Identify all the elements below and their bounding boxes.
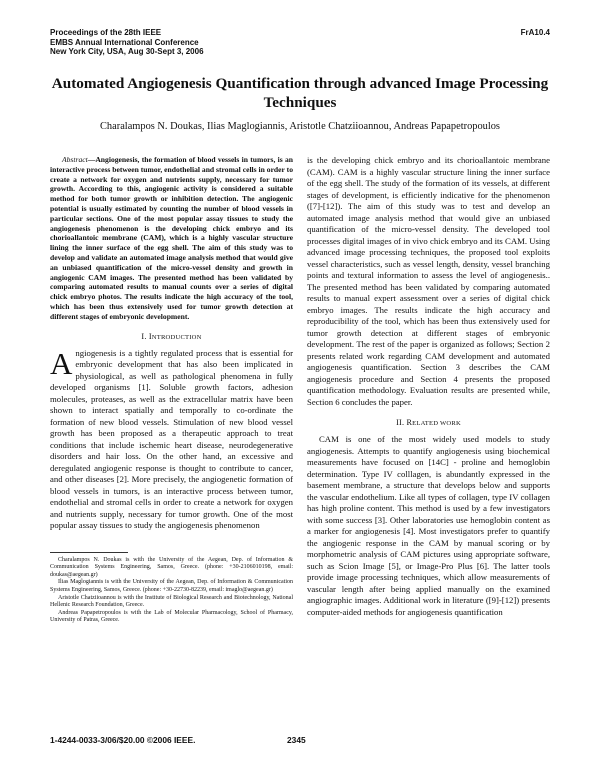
introduction-paragraph bbox=[50, 345, 293, 532]
left-column bbox=[50, 155, 293, 625]
copyright-isbn: 1-4244-0033-3/06/$20.00 ©2006 IEEE. bbox=[50, 735, 196, 745]
proceedings-line-3: New York City, USA, Aug 30-Sept 3, 2006 bbox=[50, 47, 204, 57]
section-heading-related-work: II. RELATED WORK bbox=[396, 418, 461, 427]
right-column bbox=[307, 155, 550, 618]
footnote-author-2: Ilias Maglogiannis is with the University of the Aegean, Dep. of Information & Communication Systems Engineering, Samos, Greece. (phone: +30-22730-82239, email: imaglo@aegean.gr) bbox=[50, 579, 293, 593]
page-number: 2345 bbox=[287, 735, 306, 745]
footnote-author-3: Aristotle Chatziioannou is with the Institute of Biological Research and Biotechnology, National Hellenic Research Foundation, Greece. bbox=[50, 594, 293, 609]
footnote-author-1: Charalampos N. Doukas is with the University of the Aegean, Dep. of Information & Communication Systems Engineering, Samos, Greece. (phone: +30-2106010198, email: doukas@aegean.gr) bbox=[50, 556, 293, 578]
proceedings-line-1: Proceedings of the 28th IEEE bbox=[50, 28, 162, 37]
abstract-text: —Angiogenesis, the formation of blood vessels in tumors, is an interactive process between tumor, endothelial and stromal cells in order to create a network for oxygen and nutrients supply, necessary for tumor growth. According to this, angiogenic activity is considered a suitable method for both tumor growth or inhibition detection. The angiogenic potential is usually estimated by counting the number of blood vessels in particular sections. One of the most popular assay tissues to study the angiogenesis phenomenon is the developing chick embryo and its chorioallantoic membrane (CAM), which is a highly vascular structure lining the inner surface of the egg shell. The aim of this study was to develop and validate an automated image analysis method that would give an unbiased quantification of the micro-vessel density and growth in angiogenic CAM images. The presented method has been validated by comparing automated results to manual counts over a series of digital chick embryo photos. The results indicate the high accuracy of the tool, which has been thus extensively used for tumor growth detection at different stages of embryonic development. bbox=[50, 155, 293, 321]
abstract bbox=[50, 155, 293, 322]
proceedings-header bbox=[50, 28, 204, 57]
section-heading-introduction: I. INTRODUCTION bbox=[141, 331, 202, 341]
abstract-label: Abstract bbox=[62, 155, 88, 164]
session-code: FrA10.4 bbox=[520, 28, 550, 37]
author-list: Charalampos N. Doukas, Ilias Maglogiannis, Aristotle Chatziioannou, Andreas Papapetropoulos bbox=[100, 121, 500, 132]
proceedings-line-2: EMBS Annual International Conference bbox=[50, 37, 199, 47]
related-work-paragraph: CAM is one of the most widely used models to study angiogenesis. Attempts to quantify angiogenesis using biochemical measurements have focused on [14C] - proline and hemoglobin determination. Type IV colllagen, is abundantly expressed in the basement membrane, a structure that develops below and supports the vascular endothelium. Like all types of collagen, type IV collagen has high proline content. This method is used by a few investigators with some success [3]. Other laboratories use hemoglobin content as a marker for angiogenesis [4]. Most investigators prefer to quantify the angiogenic response in the CAM by manual scoring or by morphometric analysis of CAM pictures using appropriate software, such as Scion Image [5], or Image-Pro Plus [6]. The latter tools provide image processing techniques, which allow measurements of vascular length after being applied manually on the examined angiographic images. Additional work in literature ([9]-[12]) presents computer-aided methods for angiogenesis quantification bbox=[307, 434, 550, 617]
paper-title: Automated Angiogenesis Quantification through advanced Image Processing Techniques bbox=[51, 75, 549, 111]
drop-cap: A bbox=[50, 345, 73, 381]
footnote-divider bbox=[50, 552, 128, 553]
introduction-text: ngiogenesis is a tightly regulated process that is essential for embryonic development that has also been implicated in physiological, as well as pathological phenomena in fully developed organisms [1]. Soluble growth factors, adhesion molecules, proteases, as well as the extracellular matrix have been shown to interact spatially and temporally to co-ordinate the formation of new blood vessels. Stimulation of new blood vessel growth has been proposed as a therapeutic approach to treat conditions that include ischemic heart disease, neurodegenerative disorders and hair loss. On the other hand, an excessive and deregulated angiogenic response is thought to contribute to cancer, and other diseases [2]. More precisely, the angiogenetic formation of blood vessels in tumors, is an interactive process between tumor, endothelial and stromal cells in order to create a network for oxygen and nutrients supply, necessary for tumor growth. One of the most popular assay tissues to study the angiogenesis phenomenon bbox=[50, 347, 293, 531]
introduction-continued-paragraph: is the developing chick embryo and its chorioallantoic membrane (CAM). CAM is a highly vascular structure lining the inner surface of the egg shell. The study of the formation of its vessels, at different stages of development, is efficiently indicative for the phenomenon ([7]-[12]). The aim of this study was to test and develop an automated image analysis method that would give an unbiased quantification of the micro-vessel density. The developed tool processes digital images of in vivo chick embryo and its CAM. Using advanced image processing techniques, the proposed tool exploits vessel characteristics, such as vessel length, density, vessel branching points and textural information to assess the level of angiogenesis.. The presented method has been validated by comparing automated results to manual expert assessment over a series of digital chick embryo images. The results indicate the high accuracy and reproducibility of the tool, which has been thus extensively used for tumor growth detection at different stages of embryonic development. The rest of the paper is organized as follows; Section 2 presents related work regarding CAM development and automated angiogenesis quantification. Section 3 describes the CAM angiogenesis procedure and Section 4 presents the proposed quantification methodology. Evaluation results are presented while, Section 6 concludes the paper. bbox=[307, 155, 550, 407]
footnote-author-4: Andreas Papapetropoulos is with the Lab of Molecular Pharmacology, School of Pharmacy, University of Patras, Greece. bbox=[50, 609, 293, 624]
